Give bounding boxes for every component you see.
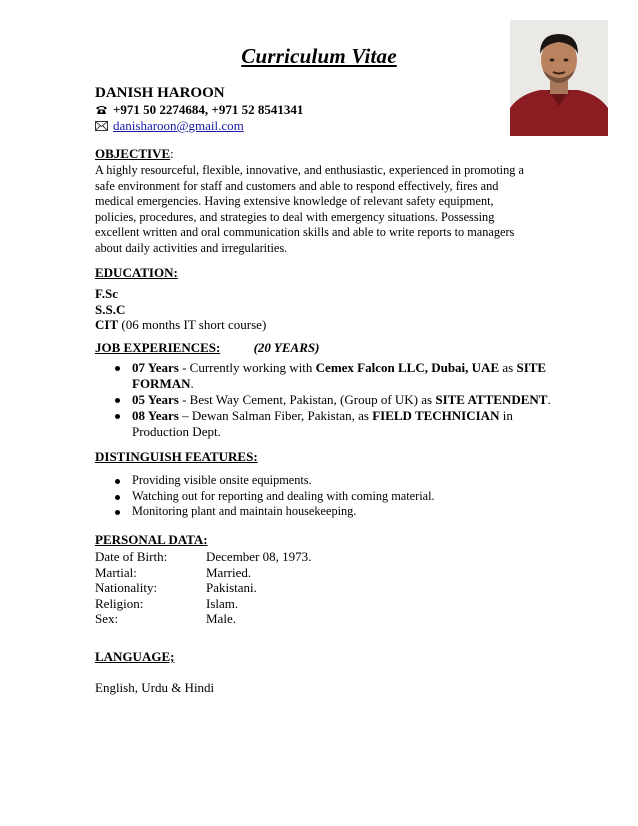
job-total-years: (20 YEARS) bbox=[253, 340, 320, 355]
job-text: . bbox=[547, 392, 551, 407]
personal-row bbox=[95, 580, 311, 596]
job-item bbox=[115, 392, 555, 408]
personal-label: Martial: bbox=[95, 564, 137, 580]
job-years: 05 Years bbox=[132, 392, 179, 407]
job-text: - Best Way Cement, Pakistan, (Group of UK) as bbox=[178, 392, 436, 407]
job-heading-row bbox=[95, 340, 319, 356]
personal-label: Sex: bbox=[95, 611, 119, 626]
job-role: FIELD TECHNICIAN bbox=[372, 408, 500, 423]
education-heading: EDUCATION: bbox=[95, 265, 178, 280]
language-heading: LANGUAGE; bbox=[95, 649, 175, 664]
features-list bbox=[115, 473, 555, 520]
personal-label: Nationality: bbox=[95, 580, 158, 595]
job-list bbox=[115, 360, 555, 440]
personal-value: Male. bbox=[206, 611, 236, 626]
personal-row bbox=[95, 596, 311, 612]
phone-numbers: +971 50 2274684, +971 52 8541341 bbox=[113, 102, 304, 117]
objective-paragraph bbox=[95, 163, 545, 256]
education-fsc: F.Sc bbox=[95, 286, 118, 301]
job-text: – Dewan Salman Fiber, Pakistan, as bbox=[178, 408, 373, 423]
email-link[interactable]: danisharoon@gmail.com bbox=[113, 118, 244, 133]
document-title: Curriculum Vitae bbox=[241, 44, 397, 68]
telephone-icon bbox=[95, 103, 109, 119]
feature-item: Watching out for reporting and dealing with coming material. bbox=[115, 489, 555, 505]
personal-row bbox=[95, 549, 311, 565]
job-years: 07 Years bbox=[132, 360, 179, 375]
job-text: - Currently working with bbox=[178, 360, 316, 375]
job-text: in Production Dept. bbox=[132, 408, 513, 439]
email-line bbox=[95, 118, 244, 135]
job-role: SITE ATTENDENT bbox=[435, 392, 548, 407]
objective-line: about daily activities and irregularities. bbox=[95, 240, 288, 255]
personal-row bbox=[95, 565, 311, 581]
education-list bbox=[95, 286, 266, 333]
objective-line: excellent written and oral communication skills and able to write reports to managers bbox=[95, 225, 515, 239]
personal-value: Pakistani. bbox=[206, 580, 257, 595]
personal-label: Religion: bbox=[95, 595, 144, 611]
objective-line: A highly resourceful, flexible, innovative, and enthusiastic, experienced in promoting a bbox=[95, 163, 524, 177]
job-item bbox=[115, 360, 555, 392]
job-heading: JOB EXPERIENCES: bbox=[95, 340, 221, 355]
job-years: 08 Years bbox=[132, 408, 179, 423]
features-heading: DISTINGUISH FEATURES: bbox=[95, 449, 258, 464]
candidate-name: DANISH HAROON bbox=[95, 85, 225, 101]
objective-line: policies, procedures, and strategies to deal with emergency situations. Possessing bbox=[95, 209, 495, 224]
job-text: as bbox=[499, 360, 517, 375]
personal-value: Married. bbox=[206, 564, 252, 580]
personal-value: December 08, 1973. bbox=[206, 549, 312, 564]
portrait-image bbox=[510, 20, 608, 136]
phone-line bbox=[95, 102, 303, 119]
job-item bbox=[115, 408, 555, 440]
envelope-icon bbox=[95, 119, 109, 135]
objective-line: safe environment for staff and customers and able to respond effectively, fires and bbox=[95, 178, 499, 193]
feature-item: Monitoring plant and maintain housekeeping. bbox=[115, 504, 555, 520]
personal-data-table bbox=[95, 549, 311, 627]
objective-colon: : bbox=[170, 146, 174, 161]
language-value: English, Urdu & Hindi bbox=[95, 680, 215, 695]
objective-line: medical emergencies. Having extensive knowledge of relevant safety equipment, bbox=[95, 194, 494, 208]
job-role: SITE FORMAN bbox=[132, 360, 547, 391]
personal-value: Islam. bbox=[206, 595, 239, 611]
education-cit: CIT bbox=[95, 317, 119, 332]
education-ssc: S.S.C bbox=[95, 301, 126, 317]
objective-heading bbox=[95, 146, 174, 162]
job-text: . bbox=[190, 376, 194, 391]
profile-photo bbox=[510, 20, 608, 136]
education-cit-note: (06 months IT short course) bbox=[118, 317, 267, 332]
feature-item: Providing visible onsite equipments. bbox=[115, 473, 555, 489]
personal-label: Date of Birth: bbox=[95, 549, 168, 564]
job-company: Cemex Falcon LLC, Dubai, UAE bbox=[315, 360, 500, 375]
personal-row bbox=[95, 611, 311, 627]
objective-heading-text: OBJECTIVE bbox=[95, 146, 171, 161]
personal-heading: PERSONAL DATA: bbox=[95, 532, 208, 547]
